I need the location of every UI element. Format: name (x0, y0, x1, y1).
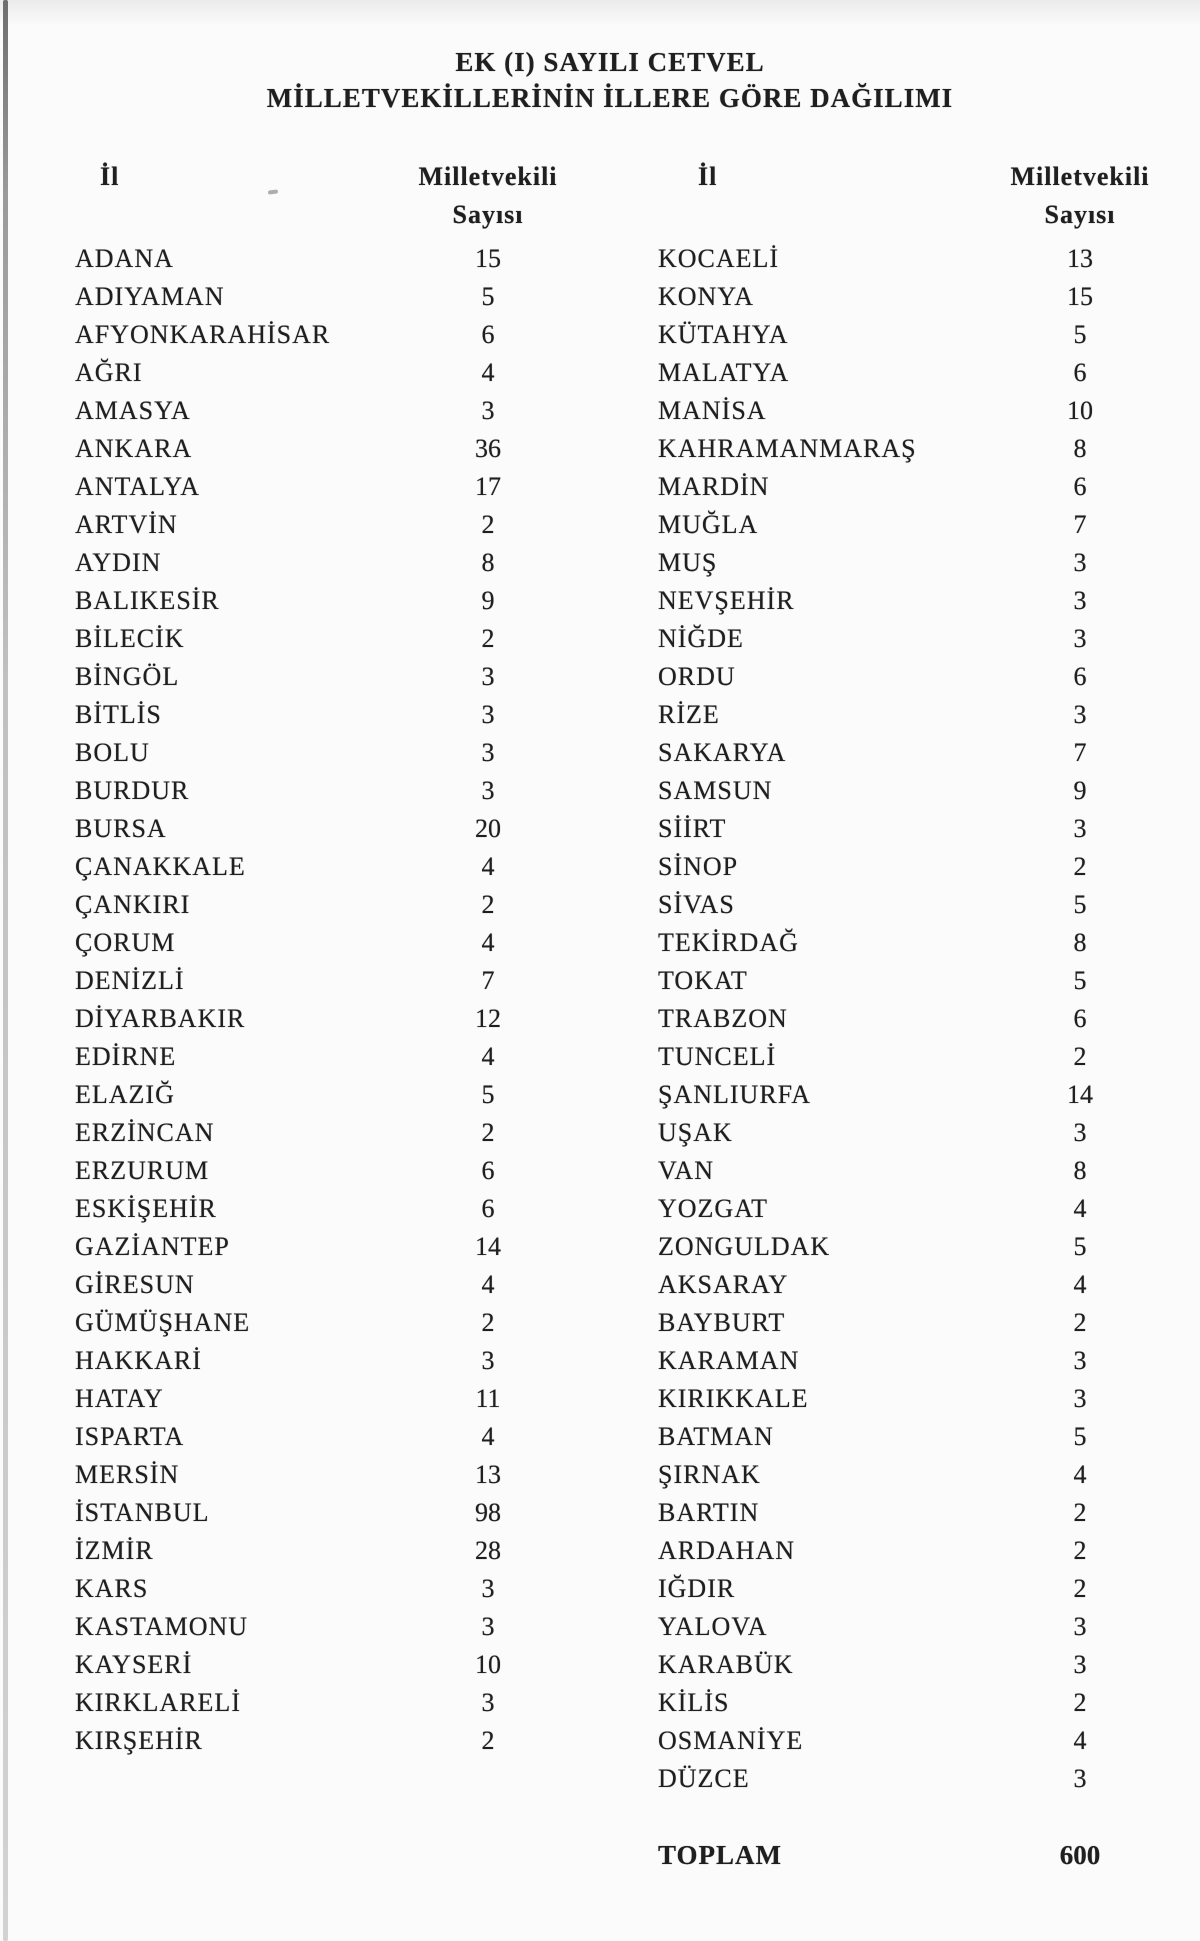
province-cell: KIRŞEHİR (75, 1726, 203, 1755)
count-cell: 7 (1073, 738, 1087, 767)
count-cell: 3 (481, 1346, 495, 1375)
title-line-1: EK (I) SAYILI CETVEL (455, 47, 765, 77)
count-cell: 3 (1073, 1650, 1087, 1679)
province-cell: ÇANAKKALE (75, 852, 246, 881)
province-cell: IĞDIR (658, 1574, 736, 1603)
count-cell: 5 (481, 282, 495, 311)
count-cell: 5 (1073, 890, 1087, 919)
count-cell: 3 (1073, 1764, 1087, 1793)
province-column-right (658, 240, 917, 1798)
province-cell: ESKİŞEHİR (75, 1194, 217, 1223)
province-cell: ŞIRNAK (658, 1460, 761, 1489)
count-cell: 8 (1073, 434, 1087, 463)
scan-edge-line (3, 0, 8, 1941)
count-cell: 17 (475, 472, 501, 501)
province-cell: KİLİS (658, 1688, 730, 1717)
count-cell: 6 (1073, 1004, 1087, 1033)
province-cell: ISPARTA (75, 1422, 185, 1451)
province-cell: KONYA (658, 282, 754, 311)
province-cell: VAN (658, 1156, 714, 1185)
province-cell: TRABZON (658, 1004, 788, 1033)
count-cell: 4 (1073, 1194, 1087, 1223)
province-cell: KARABÜK (658, 1650, 794, 1679)
count-cell: 3 (1073, 1384, 1087, 1413)
province-cell: SİİRT (658, 814, 727, 843)
count-cell: 6 (1073, 662, 1087, 691)
scan-top-shadow (0, 0, 1200, 24)
count-cell: 12 (475, 1004, 501, 1033)
province-cell: SAMSUN (658, 776, 773, 805)
province-cell: BURDUR (75, 776, 190, 805)
province-cell: MANİSA (658, 396, 767, 425)
province-cell: İSTANBUL (75, 1498, 210, 1527)
count-cell: 11 (475, 1384, 501, 1413)
column-header-count-left (408, 158, 568, 234)
count-cell: 15 (1067, 282, 1093, 311)
province-cell: GAZİANTEP (75, 1232, 230, 1261)
province-cell: MUĞLA (658, 510, 759, 539)
count-cell: 2 (481, 1118, 495, 1147)
count-cell: 2 (1073, 852, 1087, 881)
count-cell: 6 (1073, 472, 1087, 501)
province-cell: ADANA (75, 244, 174, 273)
province-cell: ADIYAMAN (75, 282, 225, 311)
province-cell: KARS (75, 1574, 149, 1603)
count-cell: 3 (1073, 1118, 1087, 1147)
count-cell: 3 (481, 738, 495, 767)
count-cell: 10 (1067, 396, 1093, 425)
province-cell: TOKAT (658, 966, 748, 995)
province-cell: KASTAMONU (75, 1612, 249, 1641)
count-cell: 15 (475, 244, 501, 273)
total-label: TOPLAM (658, 1840, 783, 1870)
count-cell: 20 (475, 814, 501, 843)
count-cell: 3 (481, 1688, 495, 1717)
province-cell: ARTVİN (75, 510, 178, 539)
province-cell: ARDAHAN (658, 1536, 795, 1565)
province-cell: BARTIN (658, 1498, 760, 1527)
count-column-right (1000, 240, 1160, 1798)
province-cell: KARAMAN (658, 1346, 800, 1375)
count-column-left (408, 240, 568, 1760)
province-cell: ŞANLIURFA (658, 1080, 811, 1109)
province-cell: TEKİRDAĞ (658, 928, 799, 957)
count-cell: 2 (1073, 1042, 1087, 1071)
count-cell: 4 (481, 358, 495, 387)
province-cell: SİVAS (658, 890, 735, 919)
province-cell: BURSA (75, 814, 167, 843)
province-cell: SAKARYA (658, 738, 787, 767)
province-cell: MARDİN (658, 472, 770, 501)
count-cell: 5 (1073, 1232, 1087, 1261)
province-cell: BALIKESİR (75, 586, 220, 615)
province-cell: HAKKARİ (75, 1346, 202, 1375)
count-cell: 13 (1067, 244, 1093, 273)
province-cell: YALOVA (658, 1612, 768, 1641)
province-cell: KÜTAHYA (658, 320, 789, 349)
count-cell: 28 (475, 1536, 501, 1565)
province-cell: AKSARAY (658, 1270, 789, 1299)
province-cell: AFYONKARAHİSAR (75, 320, 331, 349)
province-cell: KAYSERİ (75, 1650, 193, 1679)
count-cell: 3 (1073, 624, 1087, 653)
province-cell: KOCAELİ (658, 244, 780, 273)
count-cell: 10 (475, 1650, 501, 1679)
count-cell: 3 (1073, 1612, 1087, 1641)
count-cell: 5 (481, 1080, 495, 1109)
province-cell: İZMİR (75, 1536, 154, 1565)
province-cell: DÜZCE (658, 1764, 750, 1793)
count-cell: 3 (1073, 548, 1087, 577)
column-header-province-left: İl (100, 162, 120, 191)
count-cell: 13 (475, 1460, 501, 1489)
province-cell: MUŞ (658, 548, 718, 577)
province-cell: ÇANKIRI (75, 890, 191, 919)
count-cell: 4 (481, 1042, 495, 1071)
count-cell: 2 (481, 1726, 495, 1755)
count-cell: 8 (1073, 928, 1087, 957)
province-cell: BAYBURT (658, 1308, 786, 1337)
province-cell: DENİZLİ (75, 966, 185, 995)
count-cell: 3 (481, 700, 495, 729)
count-cell: 3 (1073, 814, 1087, 843)
province-cell: KAHRAMANMARAŞ (658, 434, 917, 463)
count-cell: 5 (1073, 966, 1087, 995)
count-cell: 3 (1073, 700, 1087, 729)
province-cell: UŞAK (658, 1118, 733, 1147)
province-cell: TUNCELİ (658, 1042, 777, 1071)
count-cell: 3 (481, 662, 495, 691)
count-cell: 2 (481, 510, 495, 539)
province-cell: BİLECİK (75, 624, 185, 653)
province-cell: EDİRNE (75, 1042, 177, 1071)
province-cell: MALATYA (658, 358, 790, 387)
province-cell: YOZGAT (658, 1194, 768, 1223)
column-header-province-right: İl (698, 162, 718, 191)
count-cell: 4 (481, 928, 495, 957)
count-cell: 2 (1073, 1536, 1087, 1565)
count-header-line-1: Milletvekili (1010, 162, 1150, 191)
province-cell: OSMANİYE (658, 1726, 804, 1755)
province-cell: ANTALYA (75, 472, 201, 501)
count-cell: 6 (1073, 358, 1087, 387)
province-cell: BOLU (75, 738, 150, 767)
count-cell: 6 (481, 1194, 495, 1223)
count-cell: 4 (481, 852, 495, 881)
count-cell: 3 (481, 776, 495, 805)
count-header-line-2: Sayısı (1044, 200, 1116, 229)
count-cell: 2 (1073, 1498, 1087, 1527)
province-cell: DİYARBAKIR (75, 1004, 246, 1033)
province-cell: BATMAN (658, 1422, 774, 1451)
count-cell: 4 (1073, 1460, 1087, 1489)
count-cell: 14 (1067, 1080, 1093, 1109)
count-header-line-1: Milletvekili (418, 162, 558, 191)
count-cell: 3 (1073, 586, 1087, 615)
count-cell: 8 (481, 548, 495, 577)
count-cell: 4 (1073, 1270, 1087, 1299)
count-cell: 8 (1073, 1156, 1087, 1185)
scan-speck-artifact (268, 189, 278, 194)
province-cell: GİRESUN (75, 1270, 195, 1299)
province-cell: RİZE (658, 700, 720, 729)
province-cell: ORDU (658, 662, 736, 691)
count-cell: 7 (1073, 510, 1087, 539)
province-cell: BİTLİS (75, 700, 162, 729)
province-cell: ÇORUM (75, 928, 176, 957)
province-cell: BİNGÖL (75, 662, 180, 691)
province-cell: KIRKLARELİ (75, 1688, 241, 1717)
count-cell: 4 (481, 1270, 495, 1299)
count-cell: 9 (1073, 776, 1087, 805)
province-cell: ZONGULDAK (658, 1232, 831, 1261)
province-column-left (75, 240, 330, 1760)
count-cell: 5 (1073, 1422, 1087, 1451)
province-cell: HATAY (75, 1384, 164, 1413)
count-cell: 2 (1073, 1308, 1087, 1337)
count-cell: 3 (481, 1574, 495, 1603)
province-cell: SİNOP (658, 852, 739, 881)
total-value: 600 (1059, 1840, 1101, 1870)
count-cell: 3 (1073, 1346, 1087, 1375)
province-cell: NİĞDE (658, 624, 744, 653)
count-cell: 14 (475, 1232, 501, 1261)
count-cell: 2 (481, 1308, 495, 1337)
province-cell: MERSİN (75, 1460, 180, 1489)
province-cell: GÜMÜŞHANE (75, 1308, 251, 1337)
column-header-count-right (1000, 158, 1160, 234)
count-cell: 2 (481, 624, 495, 653)
count-cell: 4 (1073, 1726, 1087, 1755)
province-cell: ANKARA (75, 434, 193, 463)
province-cell: ERZURUM (75, 1156, 210, 1185)
province-cell: NEVŞEHİR (658, 586, 795, 615)
count-cell: 7 (481, 966, 495, 995)
count-cell: 2 (1073, 1688, 1087, 1717)
count-cell: 36 (475, 434, 501, 463)
count-cell: 6 (481, 320, 495, 349)
count-cell: 4 (481, 1422, 495, 1451)
province-cell: ELAZIĞ (75, 1080, 175, 1109)
province-cell: AMASYA (75, 396, 191, 425)
count-header-line-2: Sayısı (452, 200, 524, 229)
document-title (20, 44, 1200, 116)
count-cell: 9 (481, 586, 495, 615)
province-cell: ERZİNCAN (75, 1118, 215, 1147)
count-cell: 98 (475, 1498, 501, 1527)
title-line-2: MİLLETVEKİLLERİNİN İLLERE GÖRE DAĞILIMI (266, 83, 954, 113)
count-cell: 6 (481, 1156, 495, 1185)
province-cell: AYDIN (75, 548, 162, 577)
province-cell: KIRIKKALE (658, 1384, 809, 1413)
count-cell: 2 (1073, 1574, 1087, 1603)
count-cell: 2 (481, 890, 495, 919)
province-cell: AĞRI (75, 358, 143, 387)
count-cell: 3 (481, 1612, 495, 1641)
count-cell: 3 (481, 396, 495, 425)
count-cell: 5 (1073, 320, 1087, 349)
